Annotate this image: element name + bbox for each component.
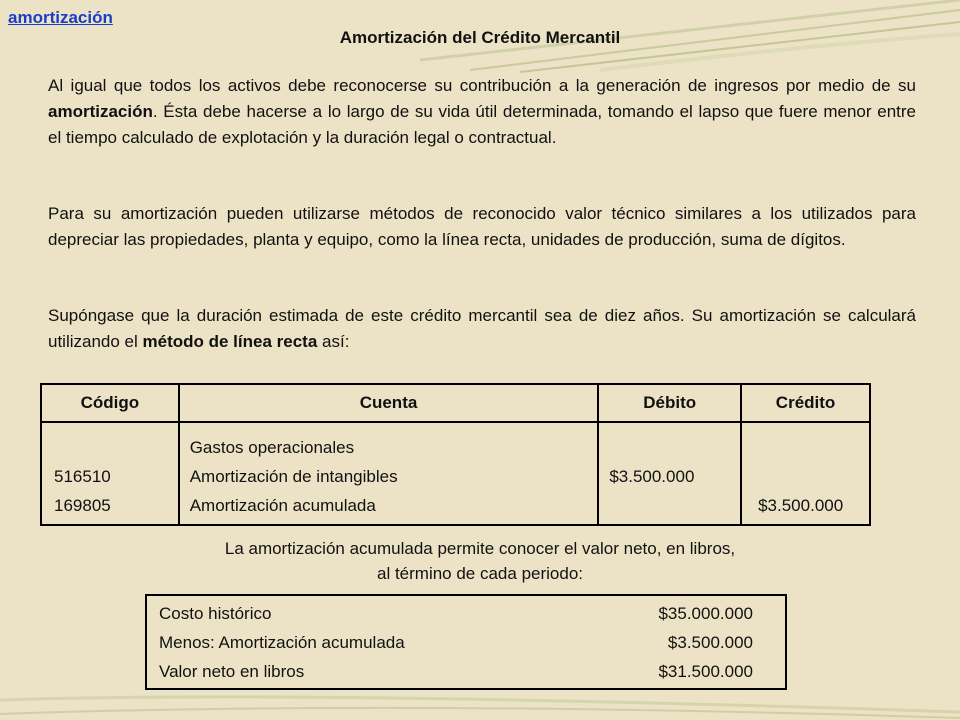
journal-header-row — [41, 384, 870, 422]
debit-line — [609, 491, 740, 520]
paragraph-intro — [48, 73, 916, 151]
credit-line: $3.500.000 — [758, 496, 844, 515]
summary-row-accumulated-amortization — [159, 629, 769, 657]
summary-label: Menos: Amortización acumulada — [159, 633, 405, 652]
summary-value: $35.000.000 — [658, 604, 753, 623]
summary-value: $3.500.000 — [667, 633, 753, 652]
credit-line — [758, 462, 869, 491]
code-line: 516510 — [54, 467, 111, 486]
codes-cell — [41, 422, 179, 525]
header-credito: Crédito — [741, 384, 870, 422]
net-value-explanation — [0, 536, 960, 586]
amortizacion-link[interactable]: amortización — [8, 8, 113, 27]
credit-line — [758, 433, 869, 462]
header-codigo: Código — [41, 384, 179, 422]
header-debito: Débito — [598, 384, 741, 422]
page-title: Amortización del Crédito Mercantil — [339, 28, 621, 47]
account-line: Gastos operacionales — [189, 438, 355, 457]
summary-value: $31.500.000 — [658, 662, 753, 681]
journal-entry-table — [40, 383, 871, 526]
paragraph-assumption — [48, 303, 916, 355]
debits-cell — [598, 422, 741, 525]
net-value-line-1: La amortización acumulada permite conocer el valor neto, en libros, — [224, 539, 736, 558]
paragraph-assumption-text-b: así: — [317, 332, 350, 351]
code-line — [54, 433, 178, 462]
paragraph-intro-text-a: Al igual que todos los activos debe reconocerse su contribución a la generación de ingresos por medio de su — [48, 76, 916, 95]
net-value-line-2: al término de cada periodo: — [376, 564, 584, 583]
paragraph-assumption-bold: método de línea recta — [142, 332, 318, 351]
debit-line — [609, 433, 740, 462]
summary-row-net-book-value — [159, 658, 769, 686]
paragraph-methods: Para su amortización pueden utilizarse métodos de reconocido valor técnico similares a los utilizados para depreciar las propiedades, planta y equipo, como la línea recta, unidades de producción, suma de dígitos. — [48, 204, 916, 249]
paragraph-assumption-text-a: Supóngase que la duración estimada de este crédito mercantil sea de diez años. Su amortización se calculará utilizando el — [48, 306, 916, 351]
summary-row-historical-cost — [159, 600, 769, 628]
code-line: 169805 — [54, 496, 111, 515]
debit-line: $3.500.000 — [609, 467, 695, 486]
journal-body-row — [41, 422, 870, 525]
net-book-value-box — [145, 594, 787, 690]
account-line: Amortización acumulada — [189, 496, 376, 515]
summary-label: Costo histórico — [159, 604, 272, 623]
summary-label: Valor neto en libros — [159, 662, 305, 681]
accounts-cell — [179, 422, 599, 525]
paragraph-intro-text-b: . Ésta debe hacerse a lo largo de su vida útil determinada, tomando el lapso que fuere menor entre el tiempo calculado de explotación y la duración legal o contractual. — [48, 102, 916, 147]
paragraph-intro-bold: amortización — [48, 102, 153, 121]
credits-cell — [741, 422, 870, 525]
header-cuenta: Cuenta — [179, 384, 599, 422]
account-line: Amortización de intangibles — [189, 467, 398, 486]
